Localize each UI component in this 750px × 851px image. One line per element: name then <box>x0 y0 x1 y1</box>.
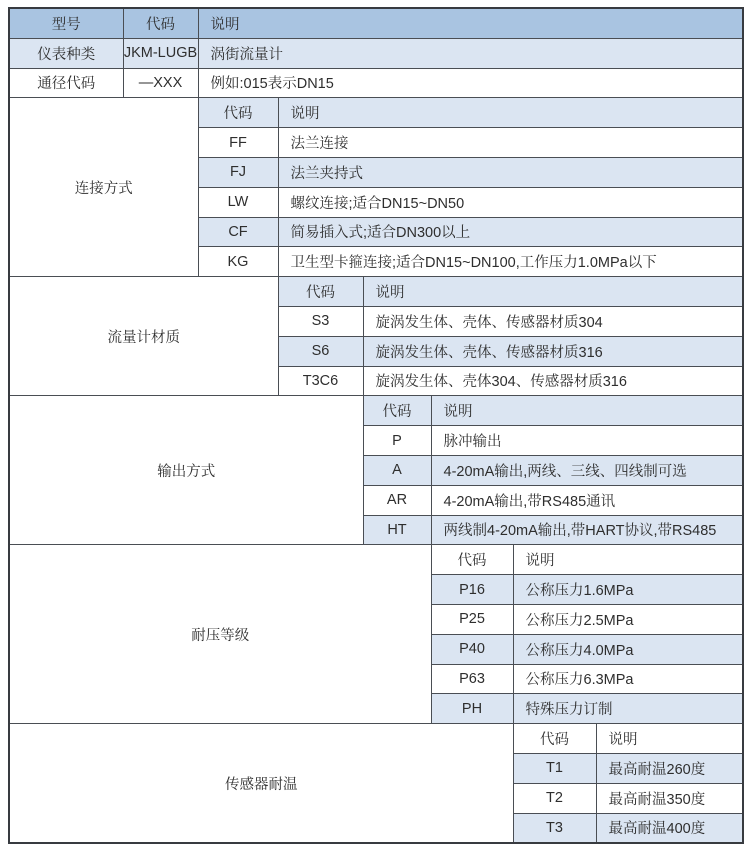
product-code-table <box>8 7 744 844</box>
nested-header-desc-cell: 说明 <box>596 724 743 754</box>
code-cell: FF <box>198 128 278 158</box>
section-label-cell: 连接方式 <box>9 98 198 277</box>
nested-header-desc-cell: 说明 <box>513 545 743 575</box>
table-row <box>9 38 743 68</box>
section-label-cell: 输出方式 <box>9 396 363 545</box>
code-cell: A <box>363 455 431 485</box>
nested-header-code-cell: 代码 <box>278 277 363 307</box>
code-cell: PH <box>431 694 513 724</box>
header-cell-model: 型号 <box>9 8 123 38</box>
desc-cell: 螺纹连接;适合DN15~DN50 <box>278 187 743 217</box>
desc-cell: 旋涡发生体、壳体、传感器材质316 <box>363 336 743 366</box>
desc-cell: 特殊压力订制 <box>513 694 743 724</box>
desc-cell: 4-20mA输出,两线、三线、四线制可选 <box>431 455 743 485</box>
desc-cell: 4-20mA输出,带RS485通讯 <box>431 485 743 515</box>
code-cell: HT <box>363 515 431 545</box>
code-cell: P63 <box>431 664 513 694</box>
desc-cell: 公称压力6.3MPa <box>513 664 743 694</box>
code-cell: P25 <box>431 604 513 634</box>
table-row <box>9 545 743 575</box>
desc-cell: 最高耐温260度 <box>596 753 743 783</box>
table-header-row <box>9 8 743 38</box>
code-cell: CF <box>198 217 278 247</box>
section-label-cell: 传感器耐温 <box>9 724 513 844</box>
code-cell: P16 <box>431 575 513 605</box>
nested-header-desc-cell: 说明 <box>363 277 743 307</box>
code-cell: T1 <box>513 753 596 783</box>
desc-cell: 最高耐温400度 <box>596 813 743 843</box>
nested-header-desc-cell: 说明 <box>431 396 743 426</box>
code-cell: S6 <box>278 336 363 366</box>
code-cell: P <box>363 426 431 456</box>
desc-cell: 公称压力4.0MPa <box>513 634 743 664</box>
table-row <box>9 98 743 128</box>
nested-header-code-cell: 代码 <box>198 98 278 128</box>
section-label-cell: 耐压等级 <box>9 545 431 724</box>
code-cell: —XXX <box>123 68 198 98</box>
code-cell: KG <box>198 247 278 277</box>
table-row <box>9 277 743 307</box>
desc-cell: 例如:015表示DN15 <box>198 68 743 98</box>
code-cell: T3 <box>513 813 596 843</box>
desc-cell: 法兰连接 <box>278 128 743 158</box>
header-cell-code: 代码 <box>123 8 198 38</box>
desc-cell: 卫生型卡箍连接;适合DN15~DN100,工作压力1.0MPa以下 <box>278 247 743 277</box>
desc-cell: 旋涡发生体、壳体、传感器材质304 <box>363 306 743 336</box>
code-cell: JKM-LUGB <box>123 38 198 68</box>
table-row <box>9 396 743 426</box>
nested-header-code-cell: 代码 <box>513 724 596 754</box>
desc-cell: 公称压力2.5MPa <box>513 604 743 634</box>
desc-cell: 法兰夹持式 <box>278 157 743 187</box>
nested-header-desc-cell: 说明 <box>278 98 743 128</box>
nested-header-code-cell: 代码 <box>363 396 431 426</box>
code-cell: P40 <box>431 634 513 664</box>
nested-header-code-cell: 代码 <box>431 545 513 575</box>
desc-cell: 两线制4-20mA输出,带HART协议,带RS485 <box>431 515 743 545</box>
desc-cell: 脉冲输出 <box>431 426 743 456</box>
desc-cell: 最高耐温350度 <box>596 783 743 813</box>
code-cell: T2 <box>513 783 596 813</box>
desc-cell: 公称压力1.6MPa <box>513 575 743 605</box>
header-cell-desc: 说明 <box>198 8 743 38</box>
row-label-cell: 仪表种类 <box>9 38 123 68</box>
section-label-cell: 流量计材质 <box>9 277 278 396</box>
code-cell: S3 <box>278 306 363 336</box>
code-cell: FJ <box>198 157 278 187</box>
desc-cell: 简易插入式;适合DN300以上 <box>278 217 743 247</box>
table-row <box>9 68 743 98</box>
table-row <box>9 724 743 754</box>
code-cell: LW <box>198 187 278 217</box>
desc-cell: 涡街流量计 <box>198 38 743 68</box>
row-label-cell: 通径代码 <box>9 68 123 98</box>
code-cell: AR <box>363 485 431 515</box>
desc-cell: 旋涡发生体、壳体304、传感器材质316 <box>363 366 743 396</box>
code-cell: T3C6 <box>278 366 363 396</box>
